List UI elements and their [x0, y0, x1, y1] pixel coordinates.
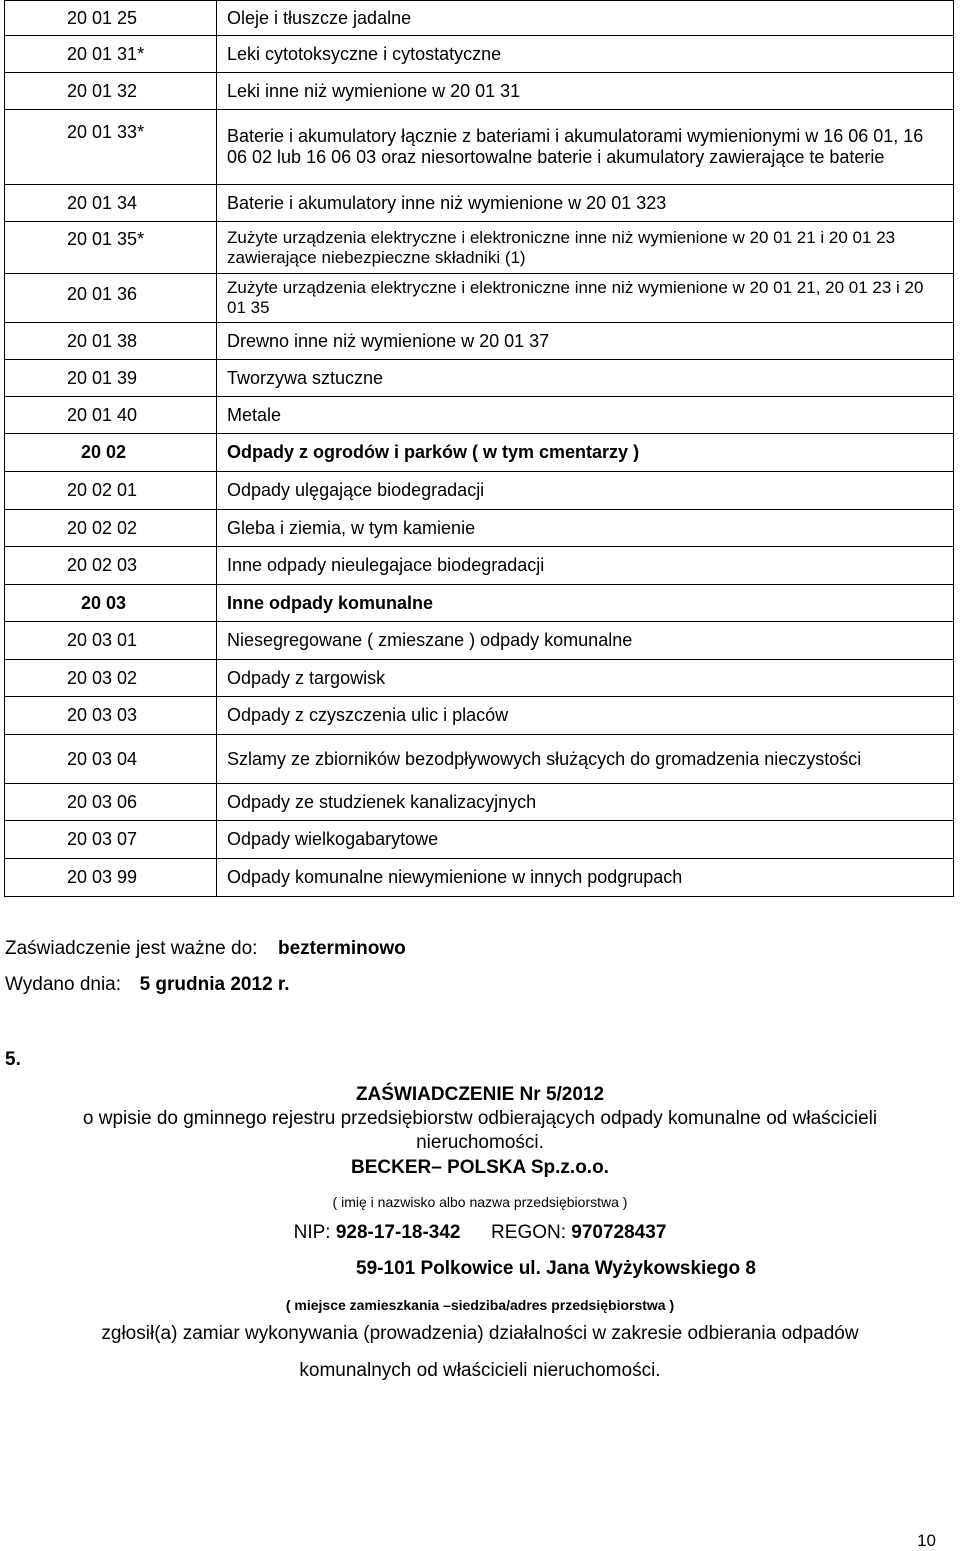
- company-address: 59-101 Polkowice ul. Jana Wyżykowskiego 8: [356, 1258, 756, 1279]
- certificate-title: ZAŚWIADCZENIE Nr 5/2012: [355, 1084, 605, 1105]
- issued-label: Wydano dnia:: [5, 974, 122, 995]
- waste-code-cell: 20 01 36: [5, 274, 217, 323]
- waste-code-cell: 20 01 38: [5, 323, 217, 360]
- waste-code-cell: 20 01 39: [5, 360, 217, 397]
- waste-code-cell: 20 02 02: [5, 510, 217, 547]
- table-group-row: [5, 434, 954, 472]
- issued-line: [5, 974, 290, 996]
- waste-description-cell: Odpady z czyszczenia ulic i placów: [217, 697, 954, 735]
- page-number: 10: [917, 1531, 936, 1550]
- waste-description-cell: Gleba i ziemia, w tym kamienie: [217, 510, 954, 547]
- table-row: [5, 510, 954, 547]
- nip-value: 928-17-18-342: [335, 1222, 461, 1243]
- waste-description-cell: Baterie i akumulatory łącznie z bateriami i akumulatorami wymienionymi w 16 06 01, 16 06 02 lub 16 06 03 oraz niesortowalne baterie i akumulatory zawierające te baterie: [217, 110, 954, 185]
- validity-value: bezterminowo: [277, 938, 406, 959]
- waste-code-cell: 20 02 01: [5, 472, 217, 510]
- section-number: 5.: [5, 1049, 21, 1070]
- waste-description-cell: Odpady z targowisk: [217, 660, 954, 697]
- waste-description-cell: Baterie i akumulatory inne niż wymienione w 20 01 323: [217, 185, 954, 222]
- waste-code-cell: 20 01 40: [5, 397, 217, 434]
- table-row: [5, 323, 954, 360]
- table-row: [5, 360, 954, 397]
- waste-description-cell: Zużyte urządzenia elektryczne i elektroniczne inne niż wymienione w 20 01 21 i 20 01 23 zawierające niebezpieczne składniki (1): [217, 222, 954, 274]
- table-row: [5, 1, 954, 36]
- waste-code-cell: 20 03 01: [5, 622, 217, 660]
- table-row: [5, 821, 954, 859]
- table-row: [5, 397, 954, 434]
- waste-description-cell: Odpady ze studzienek kanalizacyjnych: [217, 784, 954, 821]
- waste-description-cell: Odpady wielkogabarytowe: [217, 821, 954, 859]
- table-row: [5, 784, 954, 821]
- waste-description-cell: Oleje i tłuszcze jadalne: [217, 1, 954, 36]
- waste-description-cell: Drewno inne niż wymienione w 20 01 37: [217, 323, 954, 360]
- table-row: [5, 36, 954, 73]
- table-row: [5, 472, 954, 510]
- waste-code-cell: 20 01 25: [5, 1, 217, 36]
- issued-value: 5 grudnia 2012 r.: [139, 974, 290, 995]
- waste-description-cell: Niesegregowane ( zmieszane ) odpady komunalne: [217, 622, 954, 660]
- waste-code-cell: 20 01 35*: [5, 222, 217, 274]
- table-row: [5, 110, 954, 185]
- table-group-row: [5, 585, 954, 622]
- nip-label: NIP:: [293, 1222, 331, 1243]
- table-row: [5, 735, 954, 784]
- waste-description-cell: Inne odpady komunalne: [217, 585, 954, 622]
- table-row: [5, 859, 954, 897]
- waste-description-cell: Leki inne niż wymienione w 20 01 31: [217, 73, 954, 110]
- certificate-subtitle-1: o wpisie do gminnego rejestru przedsiębiorstw odbierających odpady komunalne od właścicieli: [82, 1108, 878, 1129]
- statement-line-2: komunalnych od właścicieli nieruchomości.: [299, 1360, 661, 1381]
- table-row: [5, 660, 954, 697]
- regon-label: REGON:: [491, 1222, 566, 1243]
- waste-code-cell: 20 03 99: [5, 859, 217, 897]
- waste-code-cell: 20 03 02: [5, 660, 217, 697]
- waste-code-cell: 20 03 03: [5, 697, 217, 735]
- waste-description-cell: Szlamy ze zbiorników bezodpływowych służących do gromadzenia nieczystości: [217, 735, 954, 784]
- statement-line-1: zgłosił(a) zamiar wykonywania (prowadzenia) działalności w zakresie odbierania odpadów: [101, 1323, 859, 1344]
- nip-regon-line: [0, 1222, 960, 1244]
- waste-code-cell: 20 01 34: [5, 185, 217, 222]
- address-caption: ( miejsce zamieszkania –siedziba/adres przedsiębiorstwa ): [285, 1297, 675, 1313]
- regon-value: 970728437: [571, 1222, 667, 1243]
- table-row: [5, 547, 954, 585]
- waste-description-cell: Zużyte urządzenia elektryczne i elektroniczne inne niż wymienione w 20 01 21, 20 01 23 i 20 01 35: [217, 274, 954, 323]
- waste-code-cell: 20 02: [5, 434, 217, 472]
- certificate-subtitle-2: nieruchomości.: [416, 1132, 544, 1153]
- waste-code-cell: 20 03: [5, 585, 217, 622]
- waste-code-cell: 20 01 33*: [5, 110, 217, 185]
- waste-code-table: [4, 0, 954, 897]
- waste-code-cell: 20 02 03: [5, 547, 217, 585]
- table-row: [5, 697, 954, 735]
- company-caption: ( imię i nazwisko albo nazwa przedsiębiorstwa ): [332, 1194, 628, 1210]
- waste-description-cell: Odpady komunalne niewymienione w innych podgrupach: [217, 859, 954, 897]
- validity-line: [5, 938, 406, 960]
- waste-description-cell: Metale: [217, 397, 954, 434]
- company-name: BECKER– POLSKA Sp.z.o.o.: [351, 1157, 609, 1178]
- waste-description-cell: Inne odpady nieulegajace biodegradacji: [217, 547, 954, 585]
- table-row: [5, 185, 954, 222]
- waste-code-cell: 20 03 04: [5, 735, 217, 784]
- table-row: [5, 622, 954, 660]
- table-row: [5, 73, 954, 110]
- validity-label: Zaświadczenie jest ważne do:: [5, 938, 258, 959]
- waste-description-cell: Odpady ulęgające biodegradacji: [217, 472, 954, 510]
- waste-code-cell: 20 01 31*: [5, 36, 217, 73]
- table-row: [5, 222, 954, 274]
- waste-description-cell: Odpady z ogrodów i parków ( w tym cmentarzy ): [217, 434, 954, 472]
- waste-code-cell: 20 01 32: [5, 73, 217, 110]
- waste-description-cell: Tworzywa sztuczne: [217, 360, 954, 397]
- table-row: [5, 274, 954, 323]
- waste-code-cell: 20 03 06: [5, 784, 217, 821]
- waste-code-cell: 20 03 07: [5, 821, 217, 859]
- waste-description-cell: Leki cytotoksyczne i cytostatyczne: [217, 36, 954, 73]
